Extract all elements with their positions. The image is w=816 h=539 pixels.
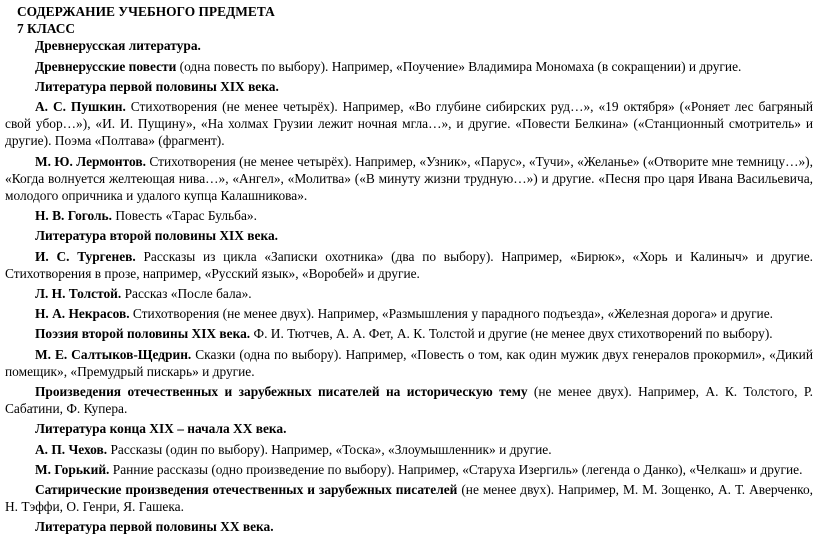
paragraph [5, 325, 813, 342]
paragraph [5, 461, 813, 478]
bold-run: Литература второй половины XIX века. [35, 228, 278, 244]
paragraph [5, 98, 813, 150]
grade-heading: 7 КЛАСС [17, 21, 76, 37]
text-run: Рассказ «После бала». [121, 286, 252, 302]
paragraph [5, 420, 813, 437]
text-run: Повесть «Тарас Бульба». [111, 208, 257, 224]
paragraph [5, 207, 813, 224]
bold-run: Литература первой половины XIX века. [35, 78, 279, 94]
bold-run: А. П. Чехов. [35, 441, 108, 457]
paragraph [5, 441, 813, 458]
bold-run: Литература первой половины XX века. [35, 519, 274, 535]
bold-run: Литература конца XIX – начала XX века. [35, 421, 287, 437]
paragraph [5, 58, 813, 75]
bold-run: Сатирические произведения отечественных и зарубежных писателей [35, 482, 458, 498]
text-run: Ф. И. Тютчев, А. А. Фет, А. К. Толстой и другие (не менее двух стихотворений по выбору). [250, 326, 773, 342]
text-run: Стихотворения (не менее двух). Например, «Размышления у парадного подъезда», «Железная дорога» и другие. [129, 306, 774, 322]
bold-run: А. С. Пушкин. [35, 99, 126, 115]
bold-run: Древнерусские повести [35, 58, 177, 74]
bold-run: Н. В. Гоголь. [35, 208, 112, 224]
text-run: Ранние рассказы (одно произведение по выбору). Например, «Старуха Изергиль» (легенда о Данко), «Челкаш» и другие. [109, 461, 803, 477]
text-run: (одна повесть по выбору). Например, «Поучение» Владимира Мономаха (в сокращении) и другие. [176, 58, 742, 74]
paragraph [5, 37, 813, 54]
paragraph [5, 518, 813, 535]
bold-run: М. Е. Салтыков-Щедрин. [35, 346, 192, 362]
bold-run: Н. А. Некрасов. [35, 306, 130, 322]
paragraph [5, 481, 813, 515]
document-body [5, 37, 813, 535]
text-run: Сказки (одна по выбору). Например, «Повесть о том, как один мужик двух генералов прокормил», «Дикий помещик», «Премудрый пискарь» и другие. [5, 346, 813, 379]
paragraph [5, 285, 813, 302]
bold-run: Л. Н. Толстой. [35, 286, 122, 302]
text-run: Рассказы (один по выбору). Например, «Тоска», «Злоумышленник» и другие. [107, 441, 552, 457]
document-title: СОДЕРЖАНИЕ УЧЕБНОГО ПРЕДМЕТА [17, 4, 275, 19]
paragraph [5, 227, 813, 244]
bold-run: М. Горький. [35, 461, 110, 477]
bold-run: Поэзия второй половины XIX века. [35, 326, 251, 342]
bold-run: Древнерусская литература. [35, 38, 201, 54]
bold-run: М. Ю. Лермонтов. [35, 153, 146, 169]
paragraph [5, 248, 813, 282]
bold-run: Произведения отечественных и зарубежных писателей на историческую тему [35, 384, 528, 400]
text-run: Стихотворения (не менее четырёх). Например, «Во глубине сибирских руд…», «19 октября» («Роняет лес багряный свой убор…»), «И. И. Пущину», «На холмах Грузии лежит ночная мгла…», и другие. «Повести Белкина» («Станционный смотритель» и другие). Поэма «Полтава» (фрагмент). [5, 99, 813, 149]
bold-run: И. С. Тургенев. [35, 248, 136, 264]
paragraph [5, 153, 813, 205]
paragraph [5, 346, 813, 380]
text-run: Стихотворения (не менее четырёх). Например, «Узник», «Парус», «Тучи», «Желанье» («Отворите мне темницу…»), «Когда волнуется желтеющая нива…», «Ангел», «Молитва» («В минуту жизни трудную…») и другие. «Песня про царя Ивана Васильевича, молодого опричника и удалого купца Калашникова». [5, 153, 813, 204]
paragraph [5, 383, 813, 417]
text-run: (не менее двух). Например, А. К. Толстого, Р. Сабатини, Ф. Купера. [5, 384, 813, 417]
text-run: Рассказы из цикла «Записки охотника» (два по выбору). Например, «Бирюк», «Хорь и Калиныч» и другие. Стихотворения в прозе, например, «Русский язык», «Воробей» и другие. [5, 248, 814, 281]
text-run: (не менее двух). Например, М. М. Зощенко, А. Т. Аверченко, Н. Тэффи, О. Генри, Я. Гашека. [5, 482, 814, 515]
paragraph [5, 78, 813, 95]
paragraph [5, 305, 813, 322]
